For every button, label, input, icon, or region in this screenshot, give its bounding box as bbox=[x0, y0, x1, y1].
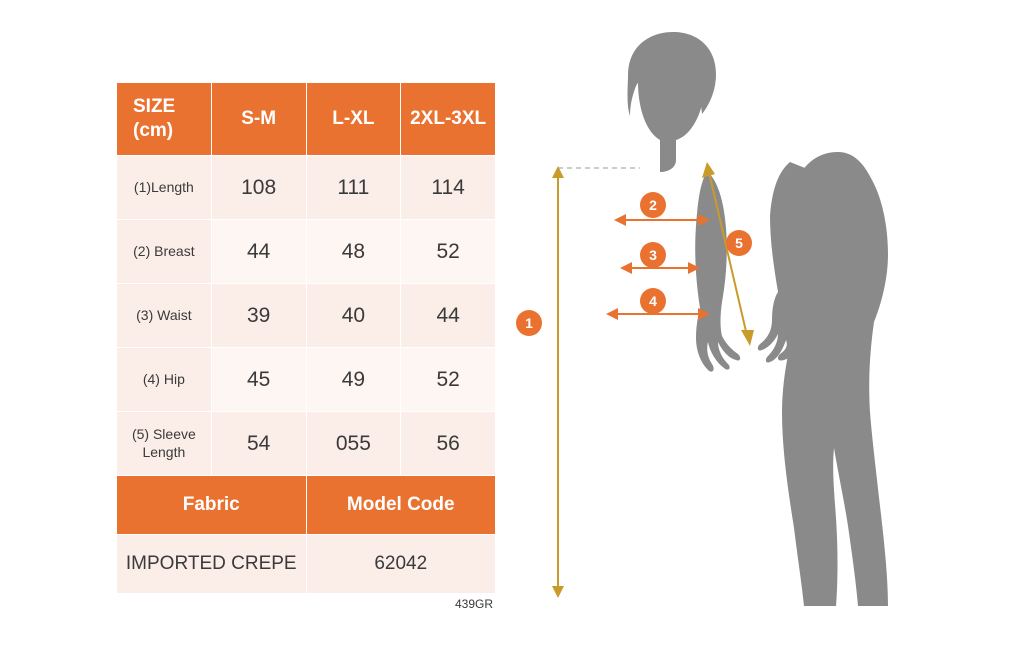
cell-breast-2xl-3xl: 52 bbox=[401, 220, 496, 284]
row-label-length: (1)Length bbox=[117, 156, 212, 220]
cell-model-code-value: 62042 bbox=[306, 535, 496, 594]
silhouette-diagram bbox=[510, 20, 1010, 640]
fabric-model-value-row bbox=[117, 535, 496, 594]
cell-breast-s-m: 44 bbox=[211, 220, 306, 284]
model-figure bbox=[510, 20, 1010, 640]
cell-length-s-m: 108 bbox=[211, 156, 306, 220]
table-row bbox=[117, 348, 496, 412]
measurement-badge-1: 1 bbox=[516, 310, 542, 336]
table-row bbox=[117, 412, 496, 476]
table-row bbox=[117, 284, 496, 348]
cell-hip-s-m: 45 bbox=[211, 348, 306, 412]
column-header-model-code: Model Code bbox=[306, 476, 496, 535]
cell-breast-l-xl: 48 bbox=[306, 220, 401, 284]
size-header-line1: SIZE bbox=[133, 96, 176, 118]
column-header-l-xl: L-XL bbox=[306, 83, 401, 156]
cell-length-2xl-3xl: 114 bbox=[401, 156, 496, 220]
row-label-hip: (4) Hip bbox=[117, 348, 212, 412]
cell-hip-l-xl: 49 bbox=[306, 348, 401, 412]
table-row bbox=[117, 156, 496, 220]
size-table-body bbox=[117, 156, 496, 476]
column-header-2xl-3xl: 2XL-3XL bbox=[401, 83, 496, 156]
size-table-head bbox=[117, 83, 496, 156]
measurement-badge-2: 2 bbox=[640, 192, 666, 218]
fabric-model-table bbox=[116, 475, 496, 594]
cell-hip-2xl-3xl: 52 bbox=[401, 348, 496, 412]
cell-sleeve-l-xl: 055 bbox=[306, 412, 401, 476]
cell-fabric-value: IMPORTED CREPE bbox=[117, 535, 307, 594]
measurement-badge-5: 5 bbox=[726, 230, 752, 256]
length-measure-arrow bbox=[552, 166, 640, 598]
table-header-row bbox=[117, 83, 496, 156]
column-header-size bbox=[117, 83, 212, 156]
female-silhouette-icon bbox=[628, 32, 889, 606]
measurement-badge-3: 3 bbox=[640, 242, 666, 268]
row-label-sleeve-length: (5) Sleeve Length bbox=[117, 412, 212, 476]
breast-measure-arrow bbox=[614, 214, 710, 226]
cell-sleeve-2xl-3xl: 56 bbox=[401, 412, 496, 476]
size-table bbox=[116, 82, 496, 476]
product-code-note: 439GR bbox=[455, 597, 494, 611]
measurement-badge-4: 4 bbox=[640, 288, 666, 314]
table-row bbox=[117, 220, 496, 284]
row-label-waist: (3) Waist bbox=[117, 284, 212, 348]
row-label-breast: (2) Breast bbox=[117, 220, 212, 284]
size-header-line2: (cm) bbox=[133, 120, 174, 141]
column-header-fabric: Fabric bbox=[117, 476, 307, 535]
cell-length-l-xl: 111 bbox=[306, 156, 401, 220]
cell-waist-l-xl: 40 bbox=[306, 284, 401, 348]
fabric-model-header-row bbox=[117, 476, 496, 535]
cell-waist-2xl-3xl: 44 bbox=[401, 284, 496, 348]
column-header-s-m: S-M bbox=[211, 83, 306, 156]
cell-waist-s-m: 39 bbox=[211, 284, 306, 348]
cell-sleeve-s-m: 54 bbox=[211, 412, 306, 476]
